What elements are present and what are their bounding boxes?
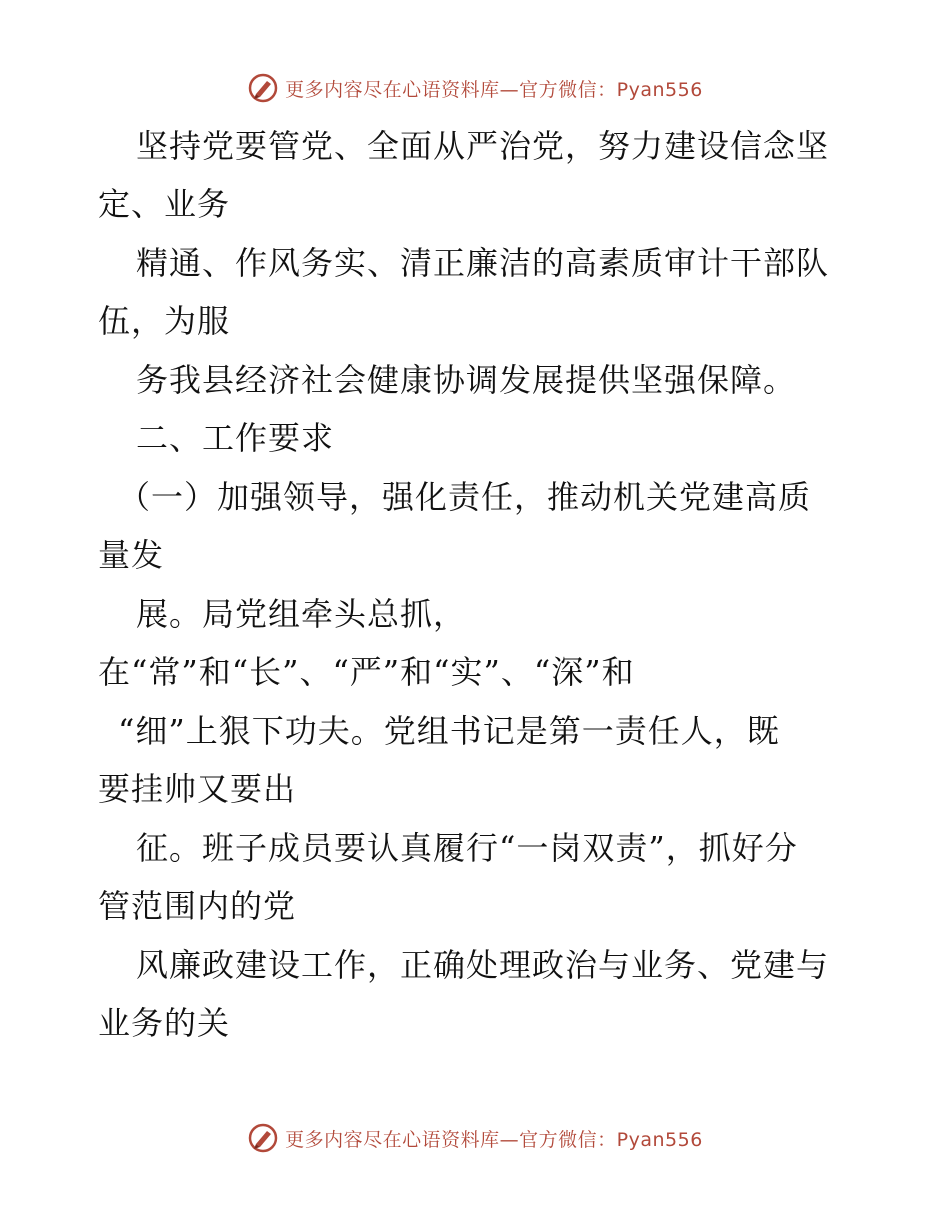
text-line: 管范围内的党 <box>98 887 297 925</box>
text-line: 业务的关 <box>98 1004 231 1042</box>
text-line: 伍，为服 <box>98 302 231 340</box>
text-line: 在“常”和“长”、“严”和“实”、“深”和 <box>98 653 635 691</box>
text-line: （一）加强领导，强化责任，推动机关党建高质 <box>118 478 812 516</box>
text-line: 风廉政建设工作，正确处理政治与业务、党建与 <box>136 946 830 984</box>
text-line: 定、业务 <box>98 185 231 223</box>
footer-banner <box>0 1122 950 1154</box>
text-line: 务我县经济社会健康协调发展提供坚强保障。 <box>136 361 797 399</box>
pen-logo-icon <box>247 1122 279 1154</box>
text-line: 坚持党要管党、全面从严治党，努力建设信念坚 <box>136 127 830 165</box>
text-line: 要挂帅又要出 <box>98 770 297 808</box>
header-banner-text: 更多内容尽在心语资料库—官方微信：Pyan556 <box>285 78 703 101</box>
text-line: 量发 <box>98 536 165 574</box>
text-line: 征。班子成员要认真履行“一岗双责”，抓好分 <box>136 829 798 867</box>
text-line: 精通、作风务实、清正廉洁的高素质审计干部队 <box>136 244 830 282</box>
footer-banner-text: 更多内容尽在心语资料库—官方微信：Pyan556 <box>285 1128 703 1151</box>
text-line: 展。局党组牵头总抓， <box>136 595 467 633</box>
text-line: 二、工作要求 <box>136 419 335 457</box>
text-line: “细”上狠下功夫。党组书记是第一责任人，既 <box>118 712 780 750</box>
